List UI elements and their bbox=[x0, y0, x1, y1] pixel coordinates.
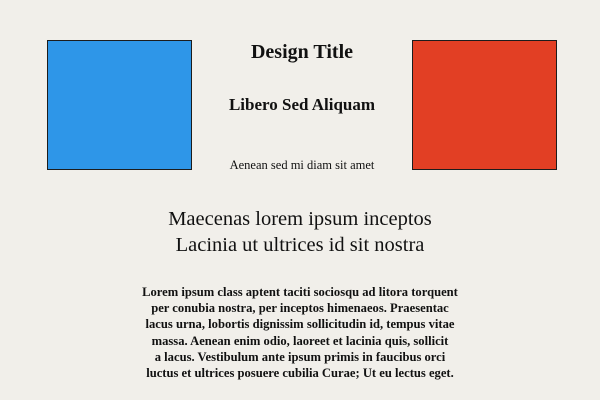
body-line: lacus urna, lobortis dignissim sollicitudin id, tempus vitae bbox=[145, 317, 455, 332]
body-line: per conubia nostra, per inceptos himenaeos. Praesentac bbox=[151, 301, 449, 316]
body-paragraph bbox=[100, 284, 500, 381]
body-line: a lacus. Vestibulum ante ipsum primis in faucibus orci bbox=[154, 349, 446, 364]
heading-line: Maecenas lorem ipsum inceptos bbox=[168, 208, 432, 230]
body-line: massa. Aenean enim odio, laoreet et lacinia quis, sollicit bbox=[151, 333, 449, 348]
heading-line: Lacinia ut ultrices id sit nostra bbox=[175, 234, 425, 256]
red-square bbox=[412, 40, 557, 170]
body-line: luctus et ultrices posuere cubilia Curae; Ut eu lectus eget. bbox=[146, 366, 454, 381]
blue-square bbox=[47, 40, 192, 170]
section-heading bbox=[60, 206, 540, 258]
caption: Aenean sed mi diam sit amet bbox=[229, 158, 375, 172]
body-line: Lorem ipsum class aptent taciti sociosqu ad litora torquent bbox=[142, 285, 458, 299]
page-subtitle: Libero Sed Aliquam bbox=[228, 95, 376, 114]
page-title: Design Title bbox=[250, 41, 354, 63]
